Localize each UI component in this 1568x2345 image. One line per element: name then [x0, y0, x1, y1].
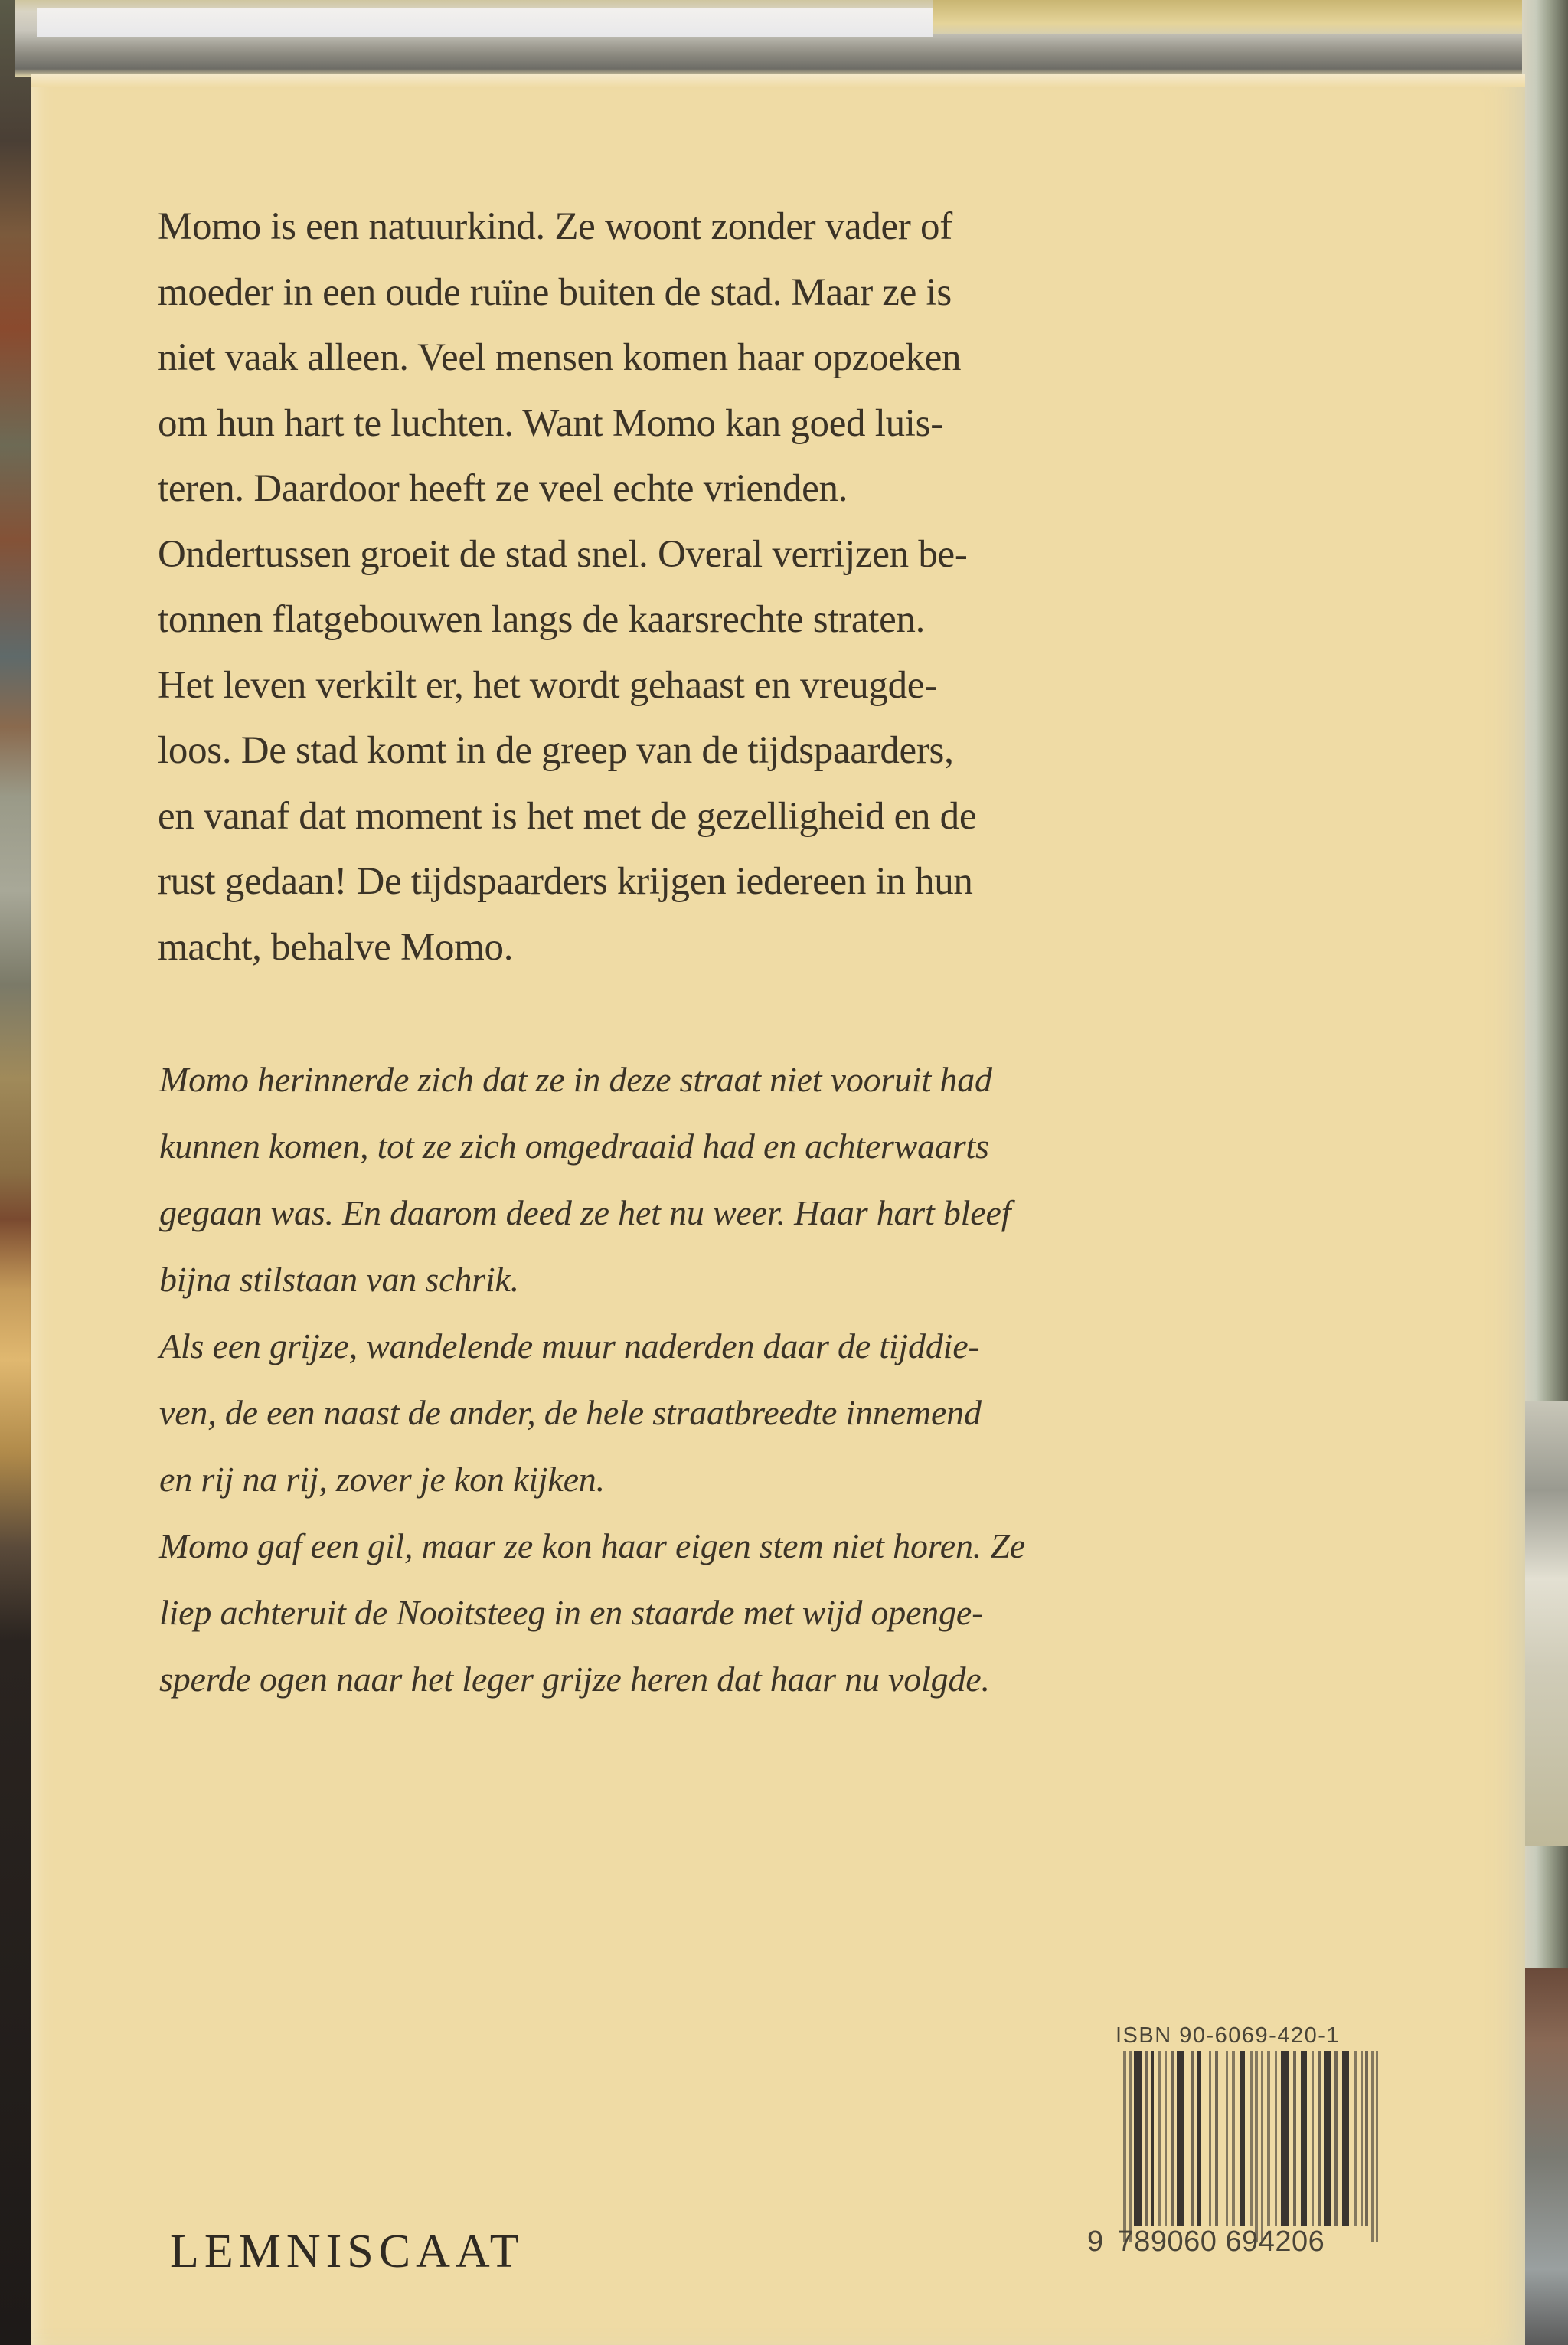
blurb-line: Ondertussen groeit de stad snel. Overal verrijzen be- — [158, 532, 968, 576]
excerpt-line: Als een grijze, wandelende muur naderden daar de tijddie- — [159, 1326, 980, 1365]
board-top-edge — [933, 0, 1537, 34]
excerpt-line: en rij na rij, zover je kon kijken. — [159, 1460, 605, 1499]
excerpt-line: ven, de een naast de ander, de hele straatbreedte innemend — [159, 1393, 982, 1432]
excerpt-paragraph — [159, 1046, 1147, 1712]
excerpt-line: kunnen komen, tot ze zich omgedraaid had en achterwaarts — [159, 1127, 989, 1166]
blurb-line: om hun hart te luchten. Want Momo kan goed luis- — [158, 401, 943, 445]
barcode-icon — [1123, 2051, 1399, 2242]
blurb-line: moeder in een oude ruïne buiten de stad. Maar ze is — [158, 270, 952, 314]
excerpt-line: Momo herinnerde zich dat ze in deze straat niet vooruit had — [159, 1060, 992, 1099]
blurb-line: macht, behalve Momo. — [158, 925, 514, 969]
excerpt-line: sperde ogen naar het leger grijze heren dat haar nu volgde. — [159, 1660, 990, 1699]
book-top-edge — [15, 0, 1539, 77]
blurb-line: teren. Daardoor heeft ze veel echte vrienden. — [158, 467, 848, 510]
blurb-line: en vanaf dat moment is het met de gezelligheid en de — [158, 794, 977, 838]
ean-first-digit: 9 — [1087, 2226, 1104, 2258]
ean-left-group: 789060 — [1117, 2226, 1217, 2258]
ean-number — [1087, 2226, 1325, 2258]
excerpt-line: bijna stilstaan van schrik. — [159, 1260, 519, 1299]
ean-right-group: 694206 — [1225, 2226, 1325, 2258]
book-right-edge-illustration — [1521, 1968, 1568, 2345]
page-block-edge — [37, 8, 933, 37]
blurb-line: Het leven verkilt er, het wordt gehaast en vreugde- — [158, 663, 937, 707]
isbn-label: ISBN 90-6069-420-1 — [1116, 2023, 1340, 2048]
book-right-edge-marble — [1522, 1401, 1568, 1846]
excerpt-line: Momo gaf een gil, maar ze kon haar eigen stem niet horen. Ze — [159, 1526, 1025, 1565]
excerpt-line: gegaan was. En daarom deed ze het nu weer. Haar hart bleef — [159, 1193, 1011, 1232]
blurb-line: niet vaak alleen. Veel mensen komen haar opzoeken — [158, 336, 962, 379]
blurb-paragraph — [158, 195, 1145, 980]
blurb-line: tonnen flatgebouwen langs de kaarsrechte straten. — [158, 598, 926, 641]
blurb-line: loos. De stad komt in de greep van de tijdspaarders, — [158, 729, 954, 772]
blurb-line: rust gedaan! De tijdspaarders krijgen iedereen in hun — [158, 860, 973, 903]
excerpt-line: liep achteruit de Nooitsteeg in en staarde met wijd openge- — [159, 1593, 984, 1632]
blurb-line: Momo is een natuurkind. Ze woont zonder vader of — [158, 205, 952, 248]
isbn-barcode-block — [1106, 2020, 1397, 2242]
publisher-logo: LEMNISCAAT — [170, 2226, 524, 2278]
